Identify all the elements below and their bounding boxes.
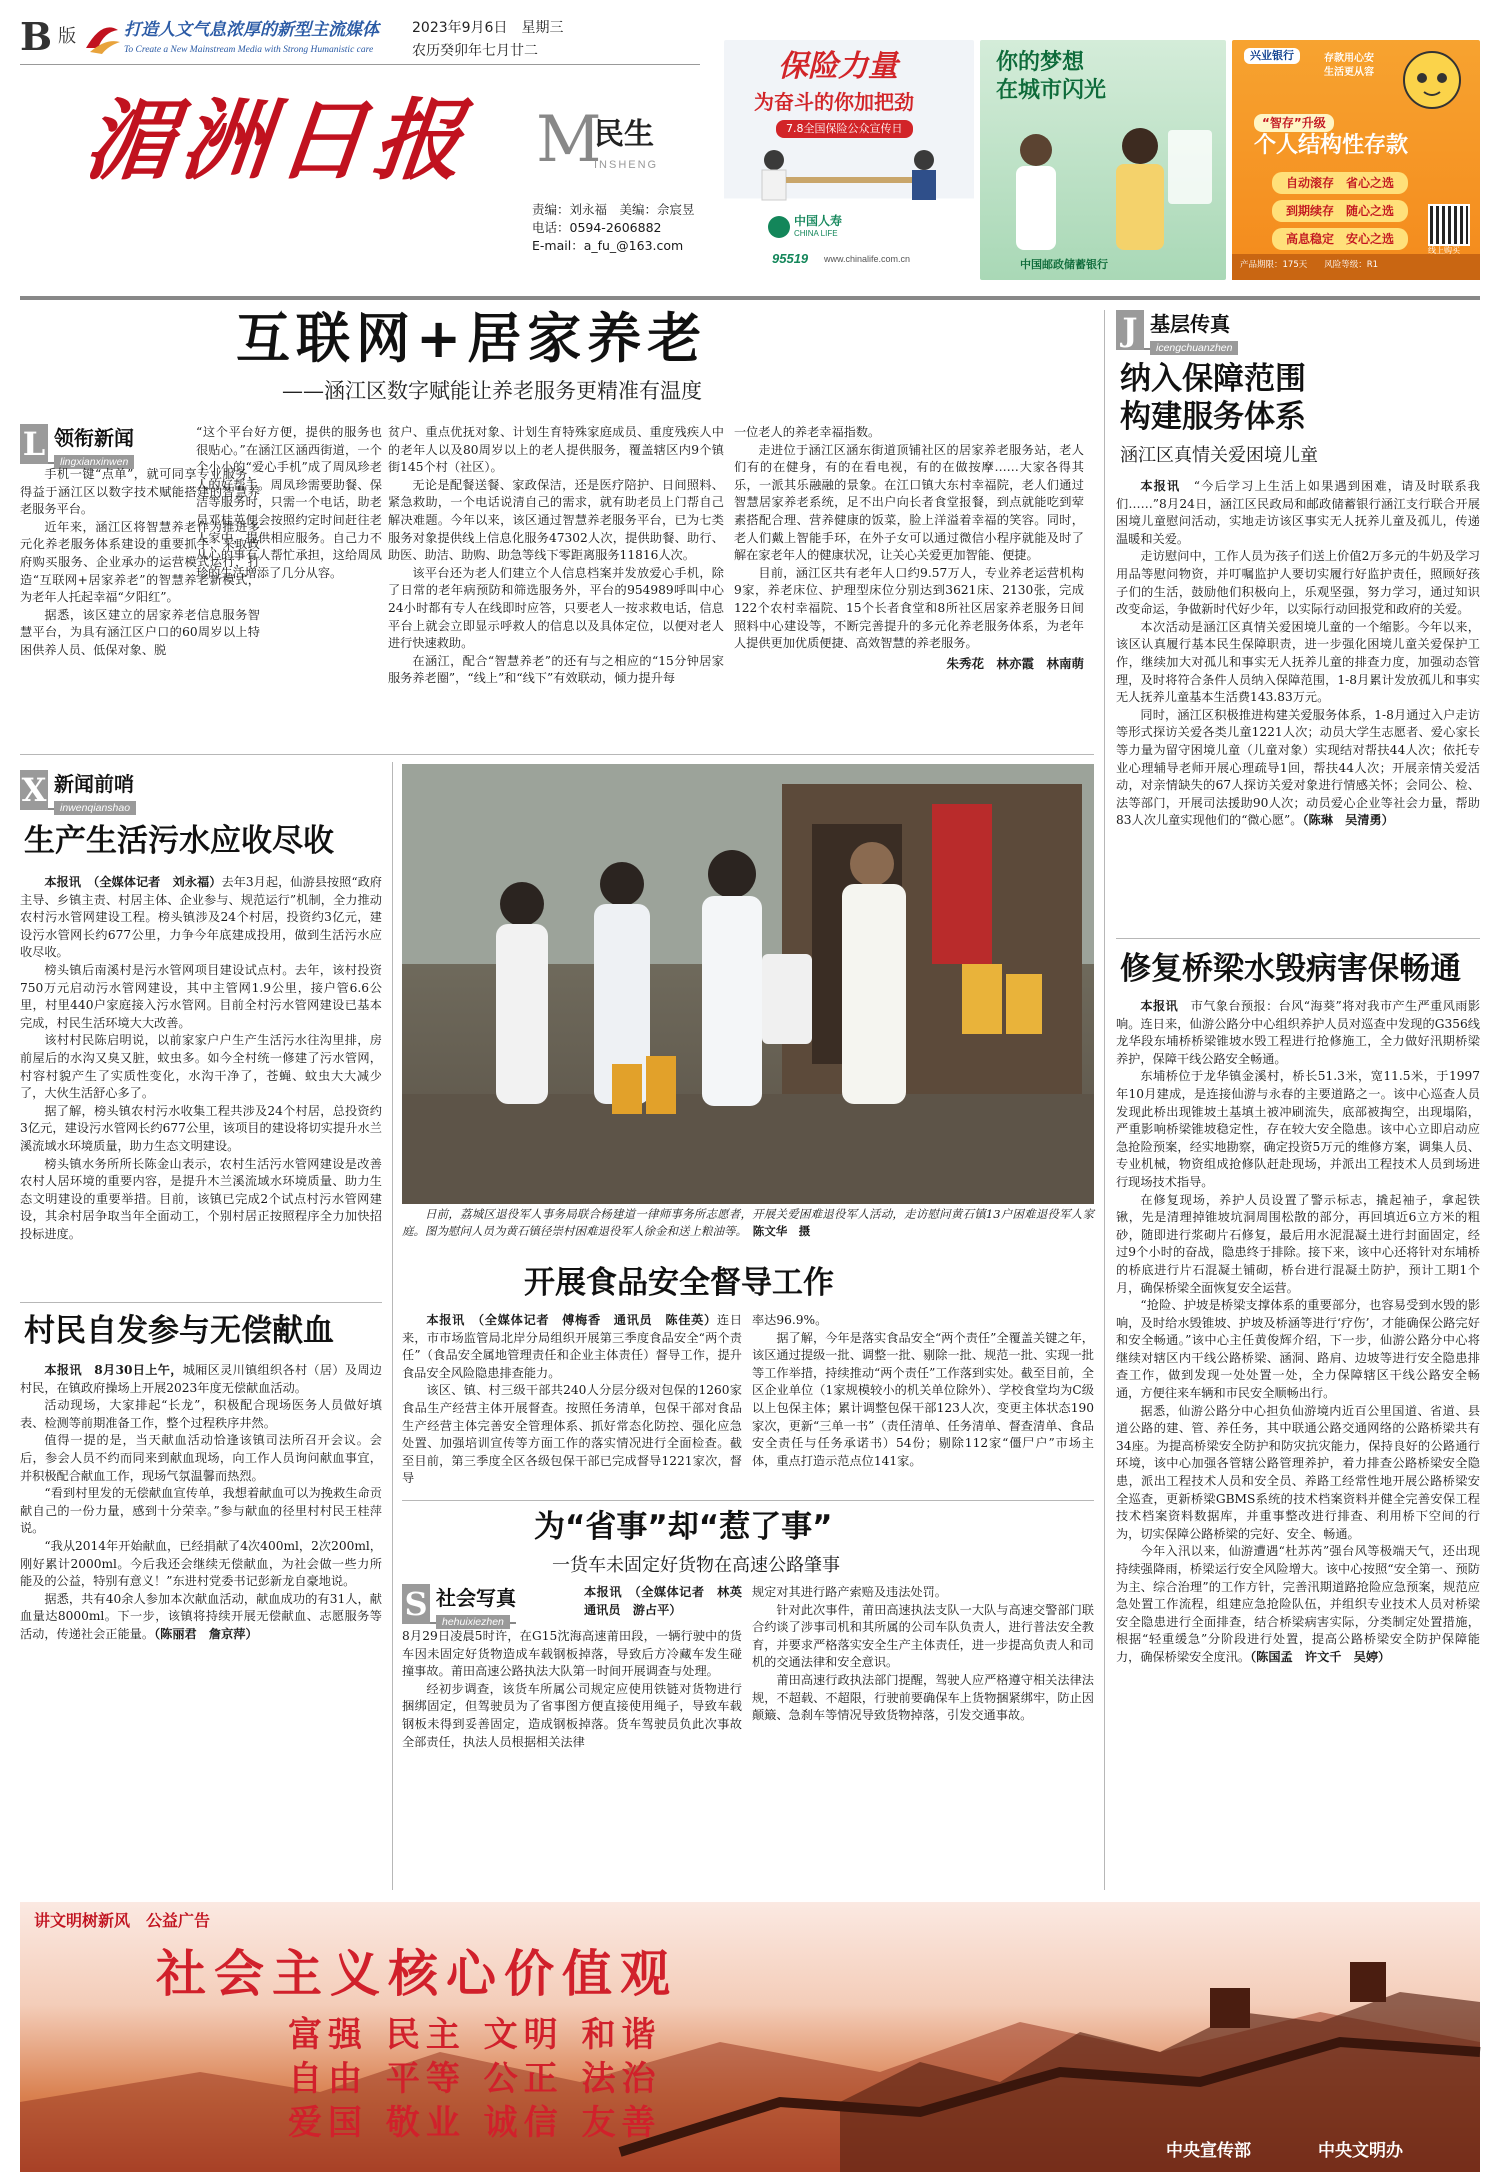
bridge-top-rule	[1116, 938, 1480, 939]
ad2-subtitle: 在城市闪光	[996, 78, 1107, 103]
banner-line-1: 富强 民主 文明 和谐	[288, 2015, 662, 2055]
section-pinyin: INSHENG	[594, 159, 659, 171]
ad3-badge: “智存”升级	[1254, 114, 1334, 132]
lead-col2-p3: 该平台还为老人们建立个人信息档案并发放爱心手机，除了日常的老年病预防和筛选服务外，平台的954989呼叫中心24小时都有专人在线即时应答，只要老人一按求救电话，信息平台上就会立即显示呼救人的信息以及具体定位，以便对老人进行快速救助。	[388, 565, 724, 651]
edition-letter: B	[20, 14, 53, 59]
children-subtitle: 涵江区真情关爱困境儿童	[1120, 445, 1318, 466]
news-photo	[402, 764, 1094, 1204]
social-tag-box	[430, 1584, 516, 1628]
food-col-1	[402, 1312, 742, 1488]
blood-top-rule	[20, 1302, 382, 1303]
bridge-p5: 据悉，仙游公路分中心担负仙游境内近百公里国道、省道、县道公路的建、管、养任务，其中联通公路交通网络的公路桥梁共有34座。为提高桥梁安全防护和防灾抗灾能力，保持良好的公路通行环境，该中心加强各管辖公路管理养护，着力排查公路桥梁安全隐患，派出工程技术人员和安全员、养路工经常性地开展公路桥梁安全巡查，更新桥梁GBMS系统的技术档案资料并健全完善安保工程技术档案资料数据库，并重事整改进行排查、利用桥下空间的行为，切实保障公路桥梁的完好、安全、畅通。	[1116, 1403, 1480, 1541]
social-tag-letter: S	[402, 1584, 430, 1624]
photo-scene-illustration	[402, 764, 1094, 1204]
blood-title: 村民自发参与无偿献血	[24, 1313, 334, 1349]
truck-top-rule	[402, 1500, 1094, 1501]
food-title: 开展食品安全督导工作	[524, 1265, 834, 1301]
lunar-date: 农历癸卯年七月廿二	[412, 43, 538, 59]
ad1-photo-figures	[734, 144, 964, 200]
children-p3: 本次活动是涵江区真情关爱困境儿童的一个缩影。今年以来，该区认真履行基本民生保障职责，进一步强化困境儿童关爱保护工作，继续加大对孤儿和事实无人抚养儿童的排查力度，加强动态管理，及时将符合条件人员纳入保障范围，1-8月累计发放孤儿和事实无人抚养儿童基本生活费143.83万元。	[1116, 619, 1480, 705]
lead-intro: “这个平台好方便，提供的服务也很贴心。”在涵江区涵西街道，一个个小小的“爱心手机”成了周凤珍老人的好帮手。周凤珍需要助餐、保洁等服务时，只需一个电话，助老员邓桂英便会按照约定时间赶往老人家中，提供相应服务。自己力不从心的事有人帮忙承担，这给周凤珍的生活增添了几分从容。	[196, 425, 382, 580]
lead-tag-label: 领衔新闻	[54, 426, 134, 450]
ad3-qr-label: 线上购买	[1428, 246, 1460, 255]
masthead-slogan-en: To Create a New Mainstream Media with Strong Humanistic care	[124, 45, 374, 55]
sewage-p1-wrap	[20, 874, 382, 962]
lead-col3-p1: 一位老人的养老幸福指数。	[734, 425, 881, 439]
ad2-brand: 中国邮政储蓄银行	[1020, 258, 1108, 271]
banner-line-3: 爱国 敬业 诚信 友善	[288, 2103, 662, 2143]
photo-credit: 陈文华 摄	[752, 1224, 811, 1238]
bridge-body	[1116, 998, 1480, 1667]
children-title-1: 纳入保障范围	[1120, 361, 1306, 397]
grass-tag-pinyin: icengchuanzhen	[1150, 341, 1238, 355]
lead-col-2	[388, 424, 724, 688]
food-col-2	[752, 1312, 1094, 1470]
blood-body	[20, 1362, 382, 1644]
bridge-p2: 东埔桥位于龙华镇金溪村，桥长51.3米，宽11.5米，于1997年10月建成，是连接仙游与永春的主要道路之一。该中心巡查人员发现此桥出现锥坡土基填土被冲刷流失，底部被掏空，出现塌陷，严重影响桥梁锥坡稳定性，存在较大安全隐患。该中心立即启动应急抢险预案，经实地勘察，确定投资5万元的维修方案，调集人员、专业机械，物资组成抢修队赶赴现场，并派出工程技术人员到场进行现场技术指导。	[1116, 1069, 1480, 1189]
right-column-rule	[1104, 310, 1105, 1890]
blood-p1: 城厢区灵川镇组织各村（居）及周边村民，在镇政府操场上开展2023年度无偿献血活动。	[20, 1363, 382, 1395]
bridge-byline: 本报讯	[1140, 999, 1191, 1013]
lead-subtitle: ——涵江区数字赋能让养老服务更精准有温度	[282, 379, 702, 403]
truck-p3: 规定对其进行路产索赔及违法处罚。	[752, 1585, 947, 1599]
left-column-rule	[392, 762, 393, 1890]
ad3-mascot	[1400, 46, 1464, 112]
blood-p6-wrap	[20, 1591, 382, 1644]
ad1-line: 7.8全国保险公众宣传日	[776, 120, 913, 138]
grass-tag-label: 基层传真	[1150, 312, 1230, 336]
ad2-title: 你的梦想	[996, 50, 1085, 75]
news-section-tag	[20, 770, 136, 814]
masthead-rule	[20, 64, 700, 65]
truck-col-2	[752, 1584, 1094, 1725]
lead-tag-pinyin: lingxianxinwen	[54, 455, 134, 469]
lead-col3-p2: 走进位于涵江区涵东街道顶铺社区的居家养老服务站，老人们有的在健身，有的在看电视，有的在做按摩……大家各得其乐，一派其乐融融的景象。在江口镇大东村幸福院，老人们通过智慧居家养老系统，足不出户向长者食堂报餐，到点就能吃到荤素搭配合理、营养健康的饭菜，脸上洋溢着幸福的笑容。同时，老人们戴上智能手环，在外子女可以通过微信小程序就能及时了解在家老年人的健康状况，让关心关爱更加智能、便捷。	[734, 442, 1084, 563]
ad1-subtitle: 为奋斗的你加把劲	[754, 90, 914, 114]
children-byline: 本报讯	[1140, 479, 1194, 493]
blood-p2: 活动现场，大家排起“长龙”，积极配合现场医务人员做好填表、检测等前期准备工作，整个过程秩序井然。	[20, 1398, 382, 1430]
sewage-p1: 去年3月起，仙游县按照“政府主导、乡镇主责、村居主体、企业参与、规范运行”机制，全力推动农村污水管网建设工程。榜头镇涉及24个村居，投资约3亿元，建设污水管网长约677公里，力争今年底建成投用，做到生活污水应收尽收。	[20, 875, 382, 960]
blood-p5: “我从2014年开始献血，已经捐献了4次400ml，2次200ml，刚好累计2000ml。今后我还会继续无偿献血，为社会做一些力所能及的公益，特别有意义！”东进村党委书记彭新龙自豪地说。	[20, 1538, 382, 1589]
social-section-tag	[402, 1584, 516, 1628]
children-p4: 同时，涵江区积极推进构建关爱服务体系，1-8月通过入户走访等形式探访关爱各类儿童1221人次；动员大学生志愿者、爱心家长等力量为留守困境儿童（儿童对象）实现结对帮扶44人次；依托专业心理辅导老师开展心理疏导1回，帮扶44人次；开展亲情关爱活动，对亲情缺失的67人探访关爱对象进行情感关怀；会同公、检、法等部门，开展司法援助90人次；动员爱心企业等社会力量，帮助83人次儿童实现他们的“微心愿”。	[1116, 707, 1480, 828]
ad-china-life[interactable]	[724, 40, 974, 280]
children-p1: “今后学习上生活上如果遇到困难，请及时联系我们……”8月24日，涵江区民政局和邮政储蓄银行涵江支行联合开展困境儿童慰问活动，实地走访该区事实无人抚养儿童及孤儿，传递温暖和关爱。	[1116, 479, 1480, 546]
great-wall-illustration	[20, 1902, 1480, 2172]
food-p1-wrap	[402, 1312, 742, 1382]
grass-tag-letter: J	[1116, 310, 1144, 350]
children-p2: 走访慰问中，工作人员为孩子们送上价值2万多元的牛奶及学习用品等慰问物资，并叮嘱监护人要切实履行好监护责任，照顾好孩子们的生活，鼓励他们积极向上，乐观坚强，努力学习，通过知识改变命运，争做新时代好少年，以实际行动回报党和政府的关爱。	[1116, 549, 1480, 617]
lead-col1-p3: 据悉，该区建立的居家养老信息服务智慧平台，为具有涵江区户口的60周岁以上特困供养人员、低保对象、脱	[20, 607, 260, 657]
ad3-item-2: 到期续存 随心之选	[1272, 200, 1408, 222]
sewage-p2: 榜头镇后南溪村是污水管网项目建设试点村。去年，该村投资750万元启动污水管网建设，其中主管网1.9公里，接户管6.6公里，村里440户家庭接入污水管网。目前全村污水管网建设已基本完成，村民生活环境大大改善。	[20, 962, 382, 1030]
news-tag-letter: X	[21, 771, 47, 809]
food-byline: 本报讯 （全媒体记者 傅梅香 通讯员 陈佳英）	[426, 1313, 717, 1327]
issue-date: 2023年9月6日 星期三	[412, 20, 564, 36]
ad3-item-3: 高息稳定 安心之选	[1272, 228, 1408, 250]
ad3-title: 个人结构性存款	[1254, 133, 1409, 158]
public-service-banner	[20, 1902, 1480, 2172]
ad3-tagline: 存款用心安 生活更从容	[1324, 53, 1384, 78]
sewage-p5: 榜头镇水务所所长陈金山表示，农村生活污水管网建设是改善农村人居环境的重要内容，是提升木兰溪流域水环境质量、助力生态文明建设的重要举措。目前，该镇已完成2个试点村污水管网建设，其余村居争取当年全面动工，个别村居正按照程序全力加快招投标进度。	[20, 1156, 382, 1241]
ad1-url: www.chinalife.com.cn	[824, 254, 911, 264]
food-p4: 据了解，今年是落实食品安全“两个责任”全覆盖关键之年，该区通过提级一批、调整一批、剔除一批、规范一批、实现一批等工作举措，持续推动“两个责任”工作落到实处。截至目前，全区企业单位（1家规模较小的机关单位除外）、学校食堂均为C级以上包保主体；累计调整包保干部123人次，变更主体状态190家次，更新“三单一书”（责任清单、任务清单、督查清单、食品安全责任与任务承诺书）54份；剔除112家“僵尸户”市场主体，重点打造示范点位141家。	[752, 1330, 1094, 1468]
lead-col3-p3: 目前，涵江区共有老年人口约9.57万人，专业养老运营机构9家，养老床位、护理型床位分别达到3621床、2130张，完成122个农村幸福院、15个长者食堂和8所社区居家养老服务日间照料中心建设等，不断完善提升的多元化养老服务体系，为老年人提供更加优质便捷、高效智慧的养老服务。	[734, 565, 1084, 651]
news-tag-label: 新闻前哨	[54, 772, 134, 796]
news-tag-pinyin: inwenqianshao	[54, 801, 136, 815]
truck-byline: 本报讯 （全媒体记者 林英 通讯员 游占平）	[584, 1585, 755, 1617]
lead-col2-p2: 无论是配餐送餐、家政保洁，还是医疗陪护、日间照料、紧急救助，一个电话说清自己的需求，就有助老员上门帮自己解决难题。今年以来，该区通过智慧养老服务平台，已为七类服务对象提供线上信息化服务47302人次，提供助餐、助行、助医、助洁、助购、助急等线下零距离服务11816人次。	[388, 477, 724, 563]
food-p1: 连日来，市市场监管局北岸分局组织开展第三季度食品安全“两个责任”（食品安全属地管理责任和企业主体责任）督导工作，提升食品安全风险隐患排查能力。	[402, 1313, 743, 1380]
photo-caption-box	[402, 1206, 1094, 1240]
ad3-foot: 产品期限：175天 风险等级：R1	[1240, 260, 1379, 270]
banner-label: 讲文明树新风 公益广告	[34, 1911, 211, 1930]
bridge-p6: 今年入汛以来，仙游遭遇“杜苏芮”强台风等极端天气，还出现持续强降雨，桥梁运行安全风险增大。该中心按照“安全第一、预防为主、综合治理”的工作方针，完善汛期道路抢险应急预案，规范应急处置工作流程，组建应急抢险队伍，并组织专业技术人员对桥梁安全隐患进行全面排查，结合桥梁病害实际，分类制定处置措施，根据“轻重缓急”分阶段进行处置，提高公路桥梁安全防护保障能力，确保桥梁安全度汛。	[1116, 1544, 1480, 1664]
truck-intro	[584, 1584, 755, 1626]
bridge-p1-wrap	[1116, 998, 1480, 1068]
lead-col2-p4: 在涵江，配合“智慧养老”的还有与之相应的“15分钟居家服务养老圈”，“线上”和“线下”有效联动，倾力提升每	[388, 653, 724, 686]
ad3-qr-code[interactable]	[1428, 204, 1470, 246]
lead-bottom-rule	[20, 754, 1094, 755]
paper-name: 湄洲日报	[80, 88, 476, 192]
lead-col1-p1: 手机一键“点单”，就可同享专业服务，得益于涵江区以数字技术赋能搭建的智慧养老服务平台。	[20, 467, 260, 517]
lead-authors: 朱秀花 林亦霞 林南萌	[946, 655, 1084, 671]
blood-byline: 本报讯 8月30日上午，	[44, 1363, 183, 1377]
blood-p1-wrap	[20, 1362, 382, 1397]
truck-p1: 8月29日凌晨5时许，在G15沈海高速莆田段，一辆行驶中的货车因未固定好货物造成车载钢板掉落，导致后方冷藏车发生碰撞事故。莆田高速公路执法大队第一时间开展调查与处理。	[402, 1629, 742, 1679]
ad1-brand-logo	[768, 216, 790, 238]
lead-col2-p1: 贫户、重点优抚对象、计划生育特殊家庭成员、重度残疾人中的老年人以及80周岁以上的老人提供服务，覆盖辖区内9个镇街145个村（社区）。	[388, 425, 724, 475]
lead-col1-p2: 近年来，涵江区将智慧养老作为推进多元化养老服务体系建设的重要抓手，采取政府购买服务、企业承办的运营模式运行，打造“互联网+居家养老”的智慧养老新模式，为老年人托起幸福“夕阳红”。	[20, 519, 260, 605]
edition-char: 版	[58, 26, 77, 47]
banner-credit-1: 中央宣传部	[1166, 2141, 1251, 2161]
children-title-2: 构建服务体系	[1120, 399, 1306, 435]
edition-marker	[20, 14, 77, 59]
blood-p4: “看到村里发的无偿献血宣传单，我想着献血可以为挽救生命贡献自己的一份力量，感到十分荣幸。”参与献血的径里村村民王桂萍说。	[20, 1486, 382, 1536]
header-divider	[20, 296, 1480, 300]
news-tag-box	[48, 770, 136, 814]
children-authors: （陈琳 吴清勇）	[1302, 813, 1394, 828]
truck-subtitle: 一货车未固定好货物在高速公路肇事	[552, 1555, 840, 1576]
truck-p2: 经初步调查，该货车所属公司规定应使用铁链对货物进行捆绑固定，但驾驶员为了省事图方便直接使用绳子，导致车载钢板未得到妥善固定，造成钢板掉落。货车驾驶员负此次事故全部责任，执法人员根据相关法律	[402, 1681, 742, 1749]
bridge-p3: 在修复现场，养护人员设置了警示标志，撬起袖子，拿起铁锹，先是清理掉锥坡坑洞周围松散的部分，再回填近6立方米的粗砂，随即进行浆砌片石修复，最后用水泥混凝土进行封面固定，经过9个小时的奋战，隐患终于排除。接下来，该中心还将针对东埔桥的桥底进行片石混凝土铺砌，桥台进行混凝土防护，预计工期1个月，确保桥梁全面恢复安全运营。	[1116, 1192, 1480, 1295]
truck-p4: 针对此次事件，莆田高速执法支队一大队与高速交警部门联合约谈了涉事司机和其所属的公司车队负责人，进行普法安全教育，并要求严格落实安全生产主体责任，进一步提高负责人和司机的交通法律和安全意识。	[752, 1602, 1094, 1670]
ad1-brand: 中国人寿	[794, 214, 843, 228]
blood-p6: 据悉，共有40余人参加本次献血活动，献血成功的有31人，献血量达8000ml。下一步，该镇将持续开展无偿献血、志愿服务等活动，传递社会正能量。	[20, 1591, 382, 1641]
lead-title: 互联网+居家养老	[236, 307, 708, 370]
sewage-p4: 据了解，榜头镇农村污水收集工程共涉及24个村居，总投资约3亿元，建设污水管网长约677公里，该项目的建设将切实提升水兰溪流域水环境质量，助力生态文明建设。	[20, 1103, 382, 1153]
masthead-slogan: 打造人文气息浓厚的新型主流媒体	[124, 20, 379, 40]
bridge-p4: “抢险、护坡是桥梁支撑体系的重要部分，也容易受到水毁的影响，及时给水毁锥坡、护坡及桥涵等进行‘疗伤’，才能确保公路完好和安全畅通。”该中心主任黄俊辉介绍，下一步，仙游公路分中心将继续对辖区内干线公路桥梁、涵洞、路肩、边坡等进行安全隐患排查工作，做到发现一处处置一处，全力保障辖区干线公路安全畅通，方便往来车辆和市民安全顺畅出行。	[1116, 1298, 1480, 1401]
phone-line: 电话：0594-2606882	[532, 220, 662, 235]
bridge-title: 修复桥梁水毁病害保畅通	[1120, 951, 1461, 987]
ad3-item-1: 自动滚存 省心之选	[1272, 172, 1408, 194]
blood-authors: （陈丽君 詹京萍）	[154, 1626, 258, 1641]
banner-credit-2: 中央文明办	[1318, 2141, 1403, 2161]
grass-tag-box	[1144, 310, 1238, 354]
sewage-body	[20, 874, 382, 1243]
sewage-p3: 该村村民陈启明说，以前家家户户生产生活污水往沟里排，房前屋后的水沟又臭又脏，蚊虫多。如今全村统一修建了污水管网，村容村貌产生了实质性变化，水沟干净了，苍蝇、蚊虫大大减少了，大伙生活舒心多了。	[20, 1033, 382, 1101]
lead-tag-letter: L	[20, 424, 48, 464]
ad1-brand-en: CHINA LIFE	[794, 229, 838, 238]
banner-headline: 社会主义核心价值观	[156, 1944, 678, 2003]
children-p1-wrap	[1116, 478, 1480, 548]
social-tag-pinyin: hehuixiezhen	[436, 1615, 510, 1629]
children-p4-wrap	[1116, 707, 1480, 830]
ad-postal-bank[interactable]	[980, 40, 1226, 280]
grass-section-tag	[1116, 310, 1238, 354]
children-body	[1116, 478, 1480, 830]
ad-industrial-bank[interactable]	[1232, 40, 1480, 280]
bridge-p6-wrap	[1116, 1543, 1480, 1666]
truck-title: 为“省事”却“惹了事”	[534, 1509, 833, 1545]
social-tag-label: 社会写真	[436, 1586, 516, 1610]
sewage-byline: 本报讯 （全媒体记者 刘永福）	[44, 875, 222, 889]
lead-section-tag	[20, 424, 134, 468]
sewage-title: 生产生活污水应收尽收	[24, 823, 334, 859]
section-name: 民生	[594, 117, 654, 152]
bridge-authors: （陈国孟 许文千 吴婷）	[1250, 1649, 1391, 1664]
ad1-phone: 95519	[772, 251, 809, 266]
lead-tag-box	[48, 424, 134, 468]
lead-col-3	[734, 424, 1084, 673]
banner-line-2: 自由 平等 公正 法治	[288, 2059, 662, 2099]
bridge-p1: 市气象台预报：台风“海葵”将对我市产生严重风雨影响。连日来，仙游公路分中心组织养护人员对巡查中发现的G356线龙华段东埔桥桥梁锥坡水毁工程进行抢修施工，全力做好汛期桥梁养护，保障干线公路安全畅通。	[1116, 999, 1481, 1066]
truck-col-1	[402, 1628, 742, 1751]
photo-caption-wrap	[402, 1206, 1094, 1240]
ad2-people	[990, 120, 1216, 250]
food-p2: 该区、镇、村三级干部共240人分层分级对包保的1260家食品生产经营主体开展督查。按照任务清单，包保干部对食品生产经营主体完善安全管理体系、抓好常态化防控、强化应急处置、加强培训宣传等方面工作的落实情况进行全面检查。截至目前，第三季度全区各级包保干部已完成督导1221家次，督导	[402, 1383, 742, 1486]
ad3-bank: 兴业银行	[1244, 48, 1300, 64]
email-line: E-mail：a_fu_@163.com	[532, 238, 684, 253]
section-letter: M	[536, 103, 602, 177]
blood-p3: 值得一提的是，当天献血活动恰逢该镇司法所召开会议。会后，参会人员不约而同来到献血现场，向工作人员询问献血事宜，并积极配合献血工作，现场气氛温馨而热烈。	[20, 1433, 382, 1483]
photo-caption: 日前，荔城区退役军人事务局联合杨建道一律师事务所志愿者，开展关爱困难退役军人活动，走访慰问黄石镇13户困难退役军人家庭。图为慰问人员为黄石镇径崇村困难退役军人徐金和送上粮油等。	[402, 1207, 1094, 1238]
food-p3: 率达96.9%。	[752, 1313, 828, 1327]
ad1-title: 保险力量	[778, 49, 898, 84]
paper-logo-mark	[82, 18, 122, 58]
editors-line: 责编：刘永福 美编：佘宸昱	[532, 202, 695, 217]
truck-p5: 莆田高速行政执法部门提醒，驾驶人应严格遵守相关法律法规，不超载、不超限，行驶前要确保车上货物捆紧绑牢，防止因颠簸、急刹车等情况导致货物掉落，引发交通事故。	[752, 1672, 1094, 1723]
